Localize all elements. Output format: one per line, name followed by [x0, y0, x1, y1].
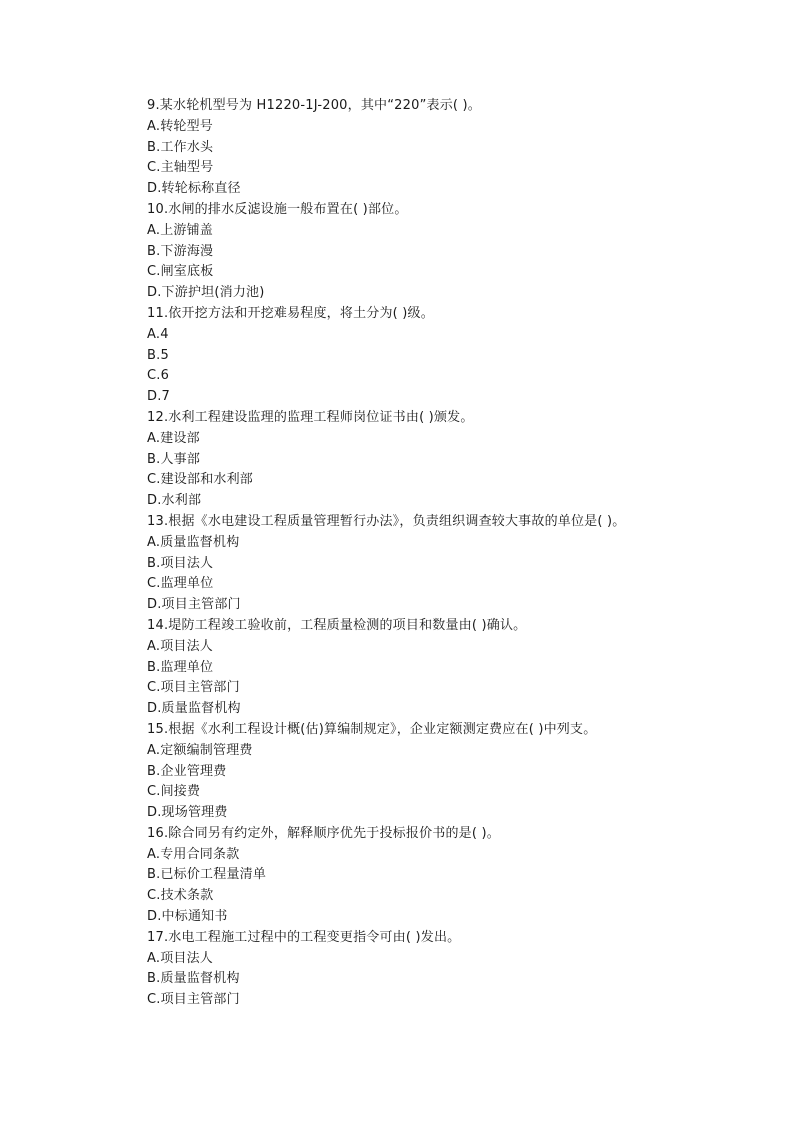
question-15-stem: 15.根据《水利工程设计概(估)算编制规定》，企业定额测定费应在( )中列支。 [147, 721, 597, 737]
question-12-option-b: B.人事部 [147, 451, 201, 467]
question-14-option-a: A.项目法人 [147, 638, 213, 654]
question-14-option-b: B.监理单位 [147, 659, 214, 675]
question-10-stem: 10.水闸的排水反滤设施一般布置在( )部位。 [147, 201, 408, 217]
question-14-option-c: C.项目主管部门 [147, 680, 240, 696]
question-13-option-a: A.质量监督机构 [147, 534, 240, 550]
question-14-stem: 14.堤防工程竣工验收前，工程质量检测的项目和数量由( )确认。 [147, 617, 527, 633]
question-10-option-a: A.上游铺盖 [147, 222, 213, 238]
question-13-option-c: C.监理单位 [147, 576, 214, 592]
question-17-stem: 17.水电工程施工过程中的工程变更指令可由( )发出。 [147, 929, 461, 945]
question-17-option-b: B.质量监督机构 [147, 971, 240, 987]
question-12-option-a: A.建设部 [147, 430, 200, 446]
question-list [147, 96, 667, 1011]
question-13-option-d: D.项目主管部门 [147, 597, 241, 613]
question-13-option-b: B.项目法人 [147, 555, 214, 571]
question-12-option-c: C.建设部和水利部 [147, 472, 254, 488]
question-12-option-d: D.水利部 [147, 493, 202, 509]
question-15-option-a: A.定额编制管理费 [147, 742, 253, 758]
question-9-option-b: B.工作水头 [147, 139, 214, 155]
question-14-option-d: D.质量监督机构 [147, 701, 241, 717]
question-9-option-a: A.转轮型号 [147, 118, 213, 134]
question-9-option-d: D.转轮标称直径 [147, 181, 241, 197]
question-16-option-a: A.专用合同条款 [147, 846, 240, 862]
question-15-option-c: C.间接费 [147, 784, 201, 800]
question-9-option-c: C.主轴型号 [147, 160, 214, 176]
question-11-option-a: A.4 [147, 326, 169, 342]
question-10-option-b: B.下游海漫 [147, 243, 214, 259]
question-16-option-b: B.已标价工程量清单 [147, 867, 267, 883]
question-16-option-d: D.中标通知书 [147, 909, 228, 925]
question-16-option-c: C.技术条款 [147, 888, 214, 904]
question-10-option-d: D.下游护坦(消力池) [147, 285, 265, 301]
question-13-stem: 13.根据《水电建设工程质量管理暂行办法》，负责组织调查较大事故的单位是( )。 [147, 513, 626, 529]
question-12-stem: 12.水利工程建设监理的监理工程师岗位证书由( )颁发。 [147, 409, 474, 425]
question-16-stem: 16.除合同另有约定外，解释顺序优先于投标报价书的是( )。 [147, 825, 500, 841]
question-11-option-d: D.7 [147, 389, 171, 405]
question-11-option-b: B.5 [147, 347, 169, 363]
question-15-option-b: B.企业管理费 [147, 763, 227, 779]
question-11-option-c: C.6 [147, 368, 170, 384]
question-10-option-c: C.闸室底板 [147, 264, 214, 280]
question-17-option-c: C.项目主管部门 [147, 992, 240, 1008]
question-11-stem: 11.依开挖方法和开挖难易程度，将土分为( )级。 [147, 305, 434, 321]
question-9-stem: 9.某水轮机型号为 H1220-1J-200，其中“220”表示( )。 [147, 98, 481, 113]
question-17-option-a: A.项目法人 [147, 950, 213, 966]
question-15-option-d: D.现场管理费 [147, 805, 228, 821]
